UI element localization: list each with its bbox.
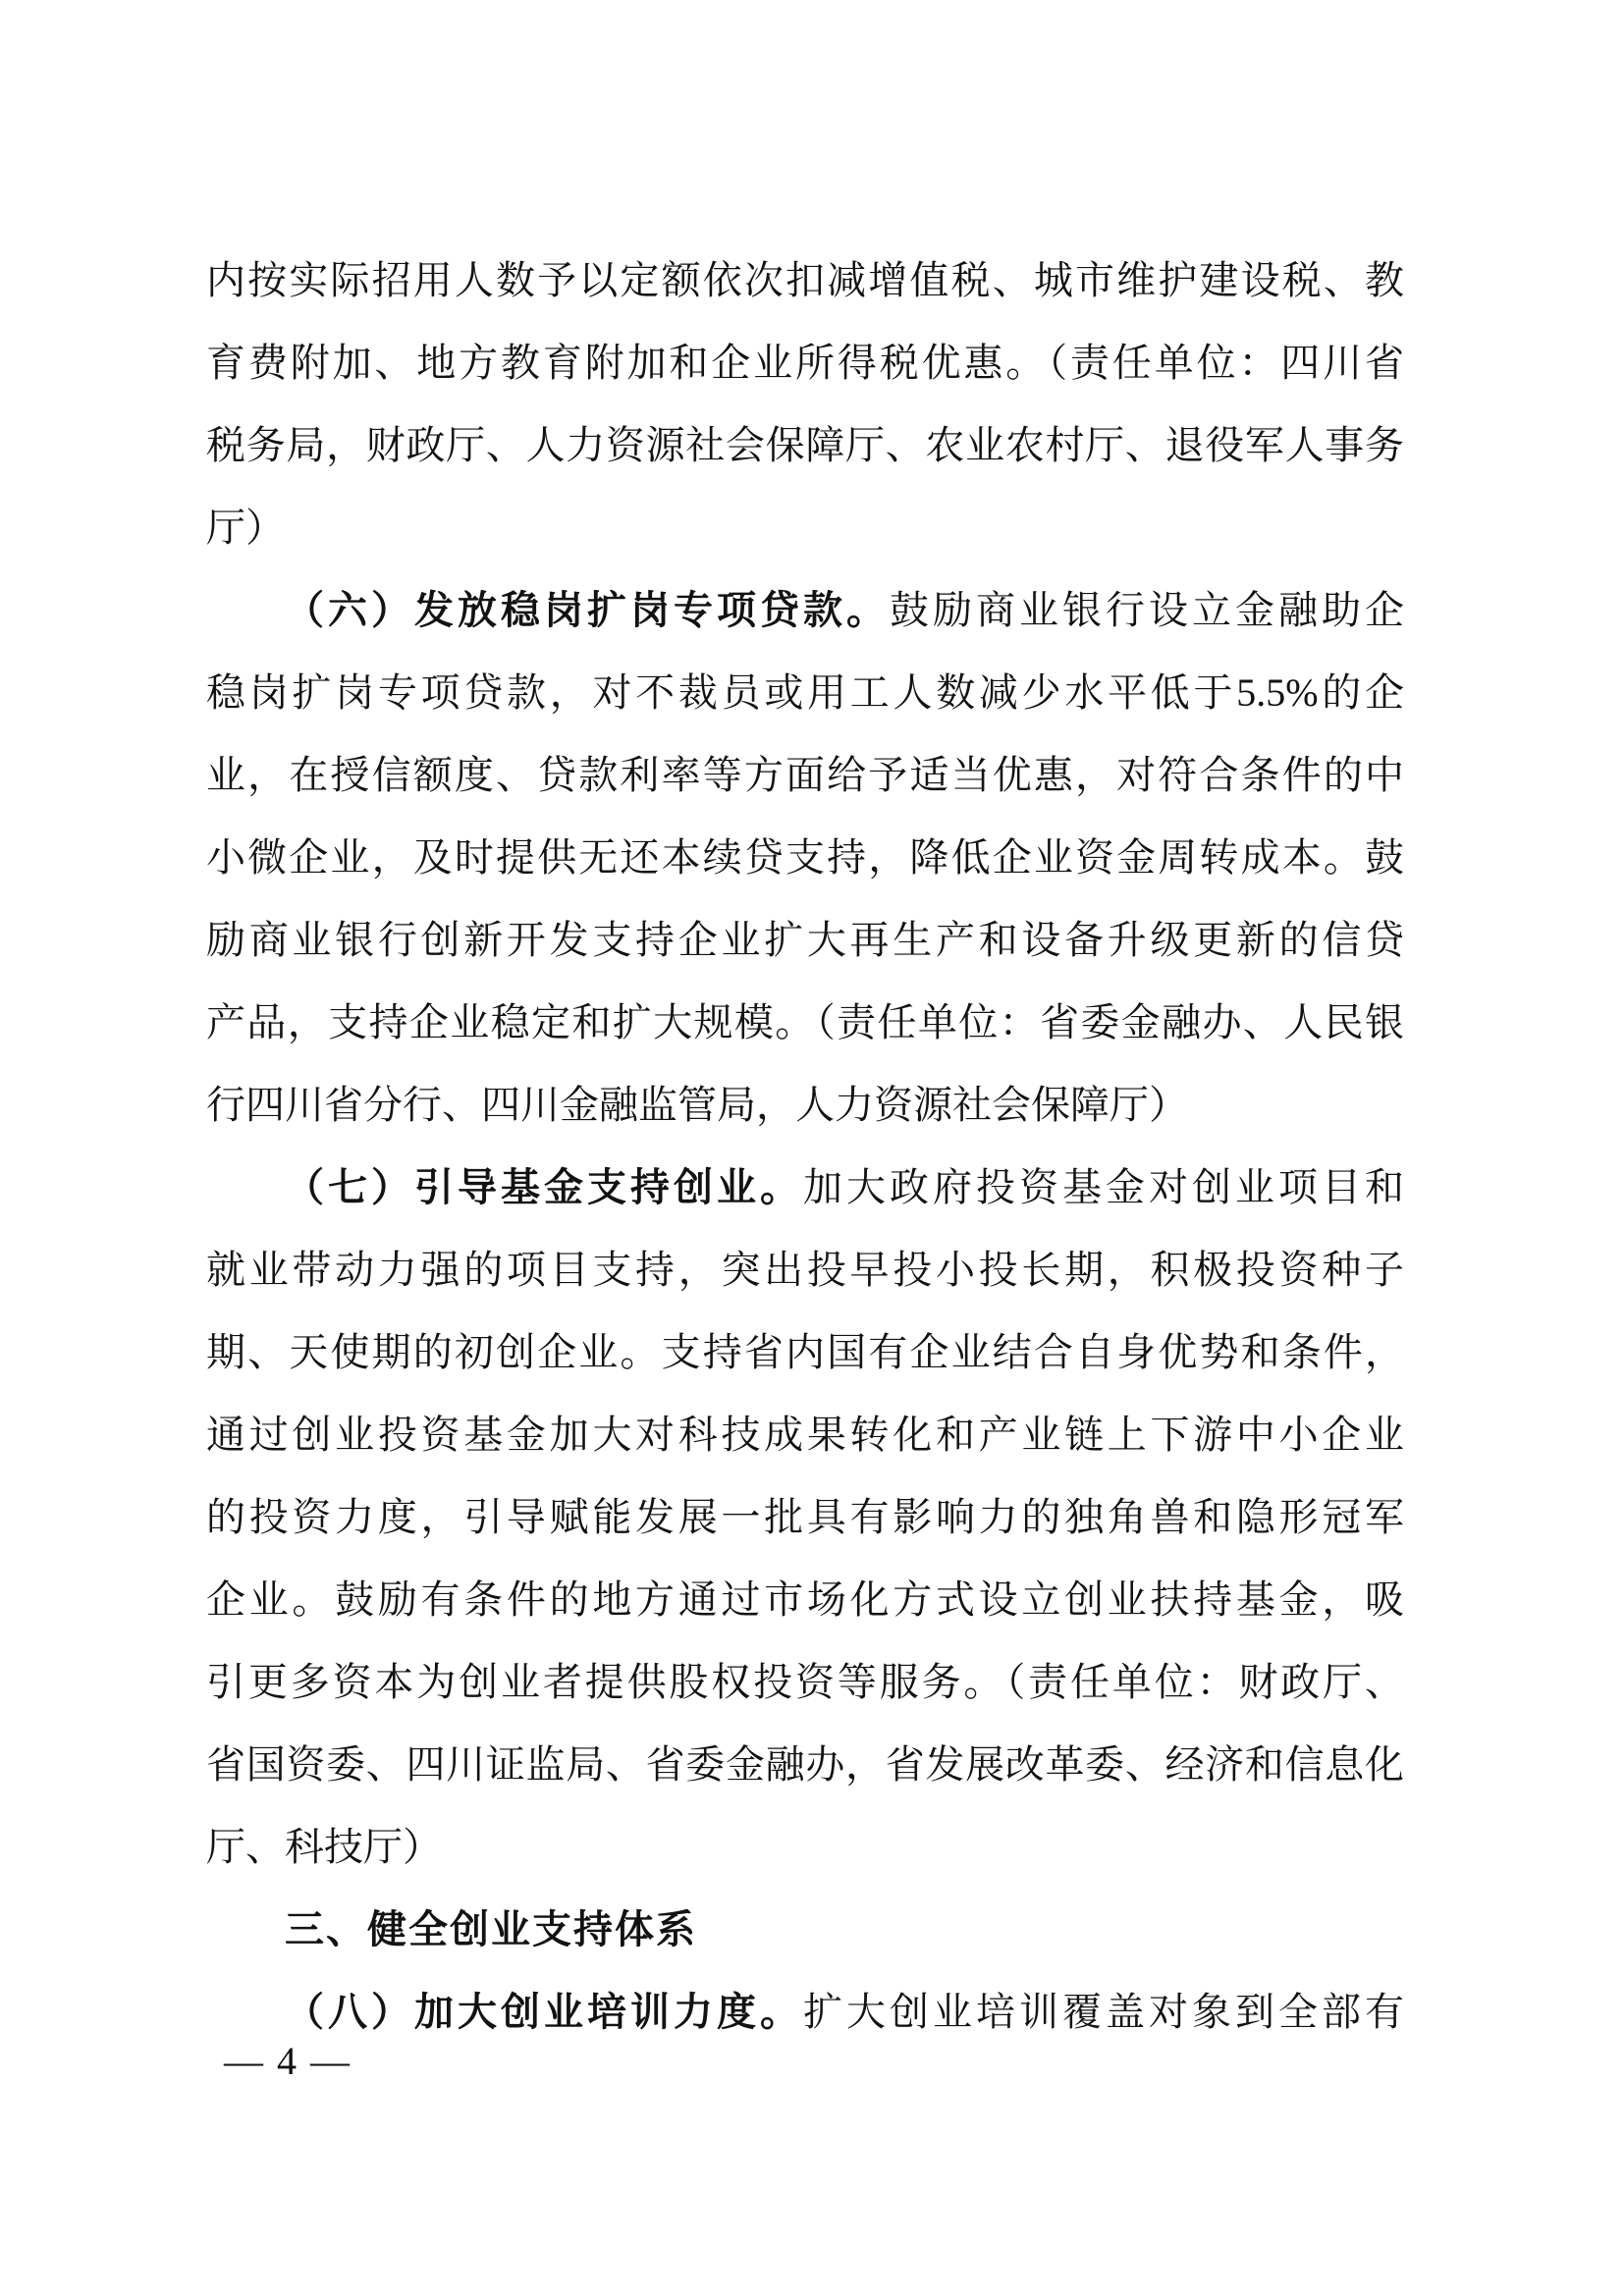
text-run: 励商业银行创新开发支持企业扩大再生产和设备升级更新的信贷 [206, 918, 1404, 962]
text-line [206, 1476, 1404, 1559]
text-run: 就业带动力强的项目支持，突出投早投小投长期，积极投资种子 [206, 1248, 1404, 1292]
document-body [206, 240, 1404, 2054]
text-line [206, 487, 1404, 569]
text-line [206, 240, 1404, 322]
text-run: 行四川省分行、四川金融监管局，人力资源社会保障厅） [206, 1083, 1188, 1127]
text-run: （六）发放稳岗扩岗专项贷款。 [285, 588, 890, 632]
text-run: 省国资委、四川证监局、省委金融办，省发展改革委、经济和信息化 [206, 1742, 1404, 1787]
text-run: 期、天使期的初创企业。支持省内国有企业结合自身优势和条件， [206, 1330, 1404, 1374]
text-line [206, 734, 1404, 817]
text-line [206, 1724, 1404, 1806]
text-line [206, 404, 1404, 487]
text-line [206, 1559, 1404, 1641]
text-line [206, 1889, 1404, 1971]
text-run: 产品，支持企业稳定和扩大规模。 [206, 1000, 816, 1044]
text-line [206, 652, 1404, 734]
text-run: 厅） [206, 506, 285, 550]
text-line [206, 1971, 1404, 2054]
text-run: 加大政府投资基金对创业项目和 [803, 1165, 1404, 1209]
text-run: 稳岗扩岗专项贷款，对不裁员或用工人数减少水平低于5.5%的企 [206, 670, 1404, 715]
text-run: （八）加大创业培训力度。 [285, 1990, 803, 2034]
text-run: 引更多资本为创业者提供股权投资等服务。 [206, 1660, 1006, 1704]
text-line [206, 817, 1404, 899]
text-run: 厅、科技厅） [206, 1825, 442, 1869]
text-run: 三、健全创业支持体系 [285, 1908, 697, 1951]
text-run: 扩大创业培训覆盖对象到全部有 [803, 1990, 1404, 2034]
text-run: 通过创业投资基金加大对科技成果转化和产业链上下游中小企业 [206, 1413, 1404, 1457]
text-line [206, 569, 1404, 652]
text-line [206, 1641, 1404, 1724]
text-line [206, 1394, 1404, 1476]
text-run: 内按实际招用人数予以定额依次扣减增值税、城市维护建设税、教 [206, 258, 1404, 302]
text-run: 鼓励商业银行设立金融助企 [890, 588, 1404, 632]
text-run: （七）引导基金支持创业。 [285, 1165, 803, 1209]
text-line [206, 1311, 1404, 1394]
text-run: 的投资力度，引导赋能发展一批具有影响力的独角兽和隐形冠军 [206, 1495, 1404, 1539]
page-number: — 4 — [224, 2039, 352, 2083]
text-run: 育费附加、地方教育附加和企业所得税优惠。 [206, 341, 1049, 385]
text-run: （责任单位：财政厅、 [1005, 1660, 1405, 1704]
text-run: 小微企业，及时提供无还本续贷支持，降低企业资金周转成本。鼓 [206, 835, 1404, 880]
text-run: （责任单位：省委金融办、人民银 [815, 1000, 1405, 1044]
text-line [206, 982, 1404, 1064]
text-line [206, 1806, 1404, 1889]
text-line [206, 899, 1404, 982]
text-run: 税务局，财政厅、人力资源社会保障厅、农业农村厅、退役军人事务 [206, 423, 1404, 467]
text-run: 企业。鼓励有条件的地方通过市场化方式设立创业扶持基金，吸 [206, 1577, 1404, 1622]
text-line [206, 1064, 1404, 1147]
text-line [206, 322, 1404, 404]
text-line [206, 1147, 1404, 1229]
text-run: 业，在授信额度、贷款利率等方面给予适当优惠，对符合条件的中 [206, 753, 1404, 797]
text-run: （责任单位：四川省 [1048, 341, 1405, 385]
text-line [206, 1229, 1404, 1311]
